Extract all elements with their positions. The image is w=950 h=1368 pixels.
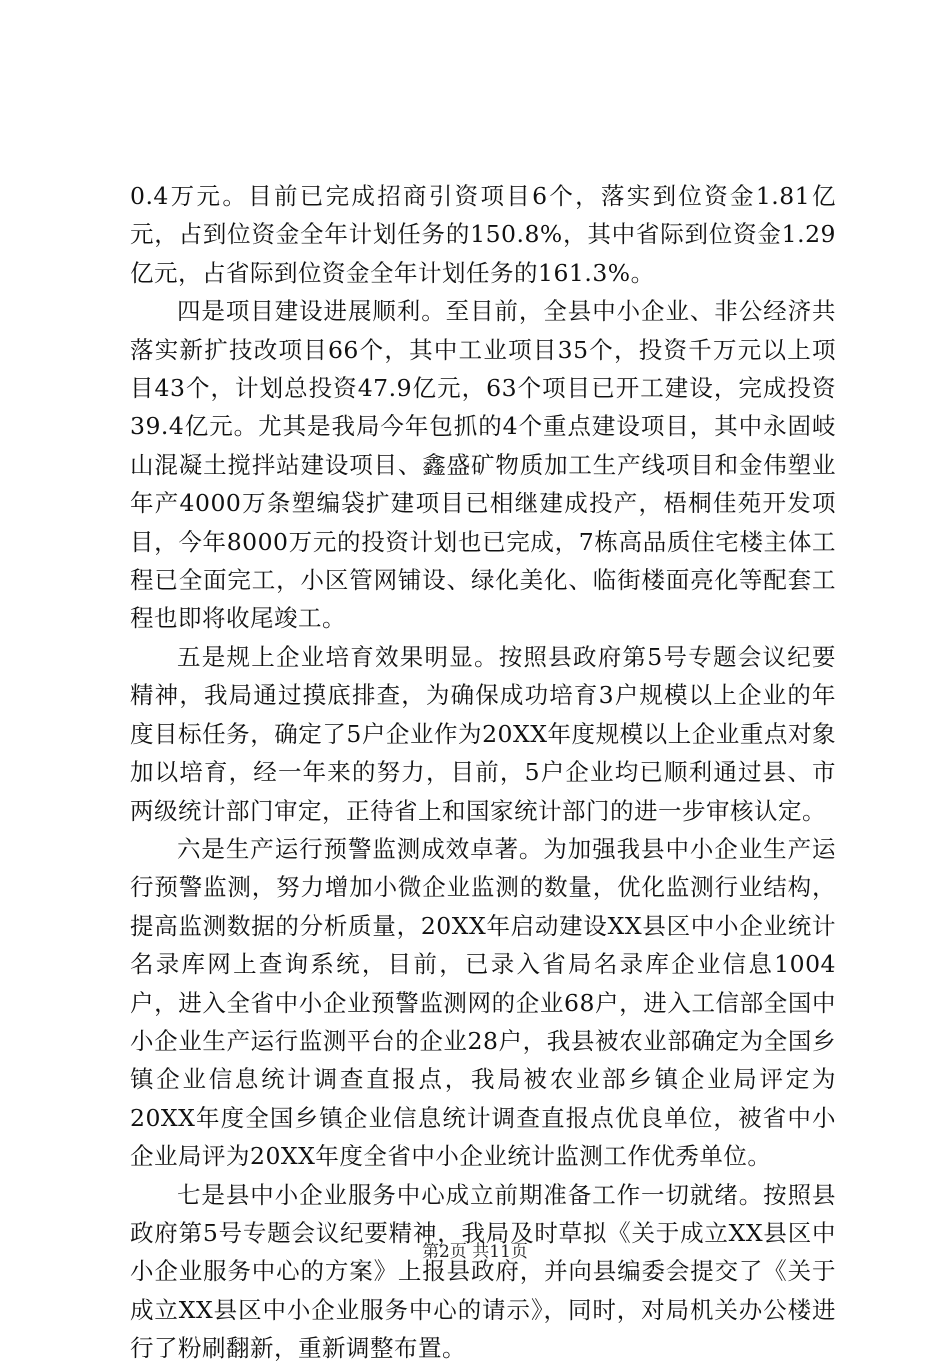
paragraph-monitoring: 六是生产运行预警监测成效卓著。为加强我县中小企业生产运行预警监测，努力增加小微企业监测的数量，优化监测行业结构，提高监测数据的分析质量，20XX年启动建设XX县区中小企业统计名录库网上查询系统，目前，已录入省局名录库企业信息1004户，进入全省中小企业预警监测网的企业68户，进入工信部全国中小企业生产运行监测平台的企业28户，我县被农业部确定为全国乡镇企业信息统计调查直报点，我局被农业部乡镇企业局评定为20XX年度全国乡镇企业信息统计调查直报点优良单位，被省中小企业局评为20XX年度全省中小企业统计监测工作优秀单位。 (130, 834, 836, 1171)
document-body (130, 177, 836, 1368)
page-footer: 第2页 共11页 (422, 1242, 528, 1262)
paragraph-service-center: 七是县中小企业服务中心成立前期准备工作一切就绪。按照县政府第5号专题会议纪要精神，我局及时草拟《关于成立XX县区中小企业服务中心的方案》上报县政府，并向县编委会提交了《关于成立XX县区中小企业服务中心的请示》，同时，对局机关办公楼进行了粉刷翻新，重新调整布置。 (130, 1180, 836, 1363)
paragraph-project-construction: 四是项目建设进展顺利。至目前，全县中小企业、非公经济共落实新扩技改项目66个，其中工业项目35个，投资千万元以上项目43个，计划总投资47.9亿元，63个项目已开工建设，完成投资39.4亿元。尤其是我局今年包抓的4个重点建设项目，其中永固岐山混凝土搅拌站建设项目、鑫盛矿物质加工生产线项目和金伟塑业年产4000万条塑编袋扩建项目已相继建成投产，梧桐佳苑开发项目，今年8000万元的投资计划也已完成，7栋高品质住宅楼主体工程已全面完工，小区管网铺设、绿化美化、临街楼面亮化等配套工程也即将收尾竣工。 (130, 297, 836, 633)
paragraph-enterprise-cultivation: 五是规上企业培育效果明显。按照县政府第5号专题会议纪要精神，我局通过摸底排查，为确保成功培育3户规模以上企业的年度目标任务，确定了5户企业作为20XX年度规模以上企业重点对象加以培育，经一年来的努力，目前，5户企业均已顺利通过县、市两级统计部门审定，正待省上和国家统计部门的进一步审核认定。 (130, 642, 836, 825)
paragraph-investment: 0.4万元。目前已完成招商引资项目6个，落实到位资金1.81亿元，占到位资金全年计划任务的150.8%，其中省际到位资金1.29亿元，占省际到位资金全年计划任务的161.3%。 (130, 182, 836, 287)
